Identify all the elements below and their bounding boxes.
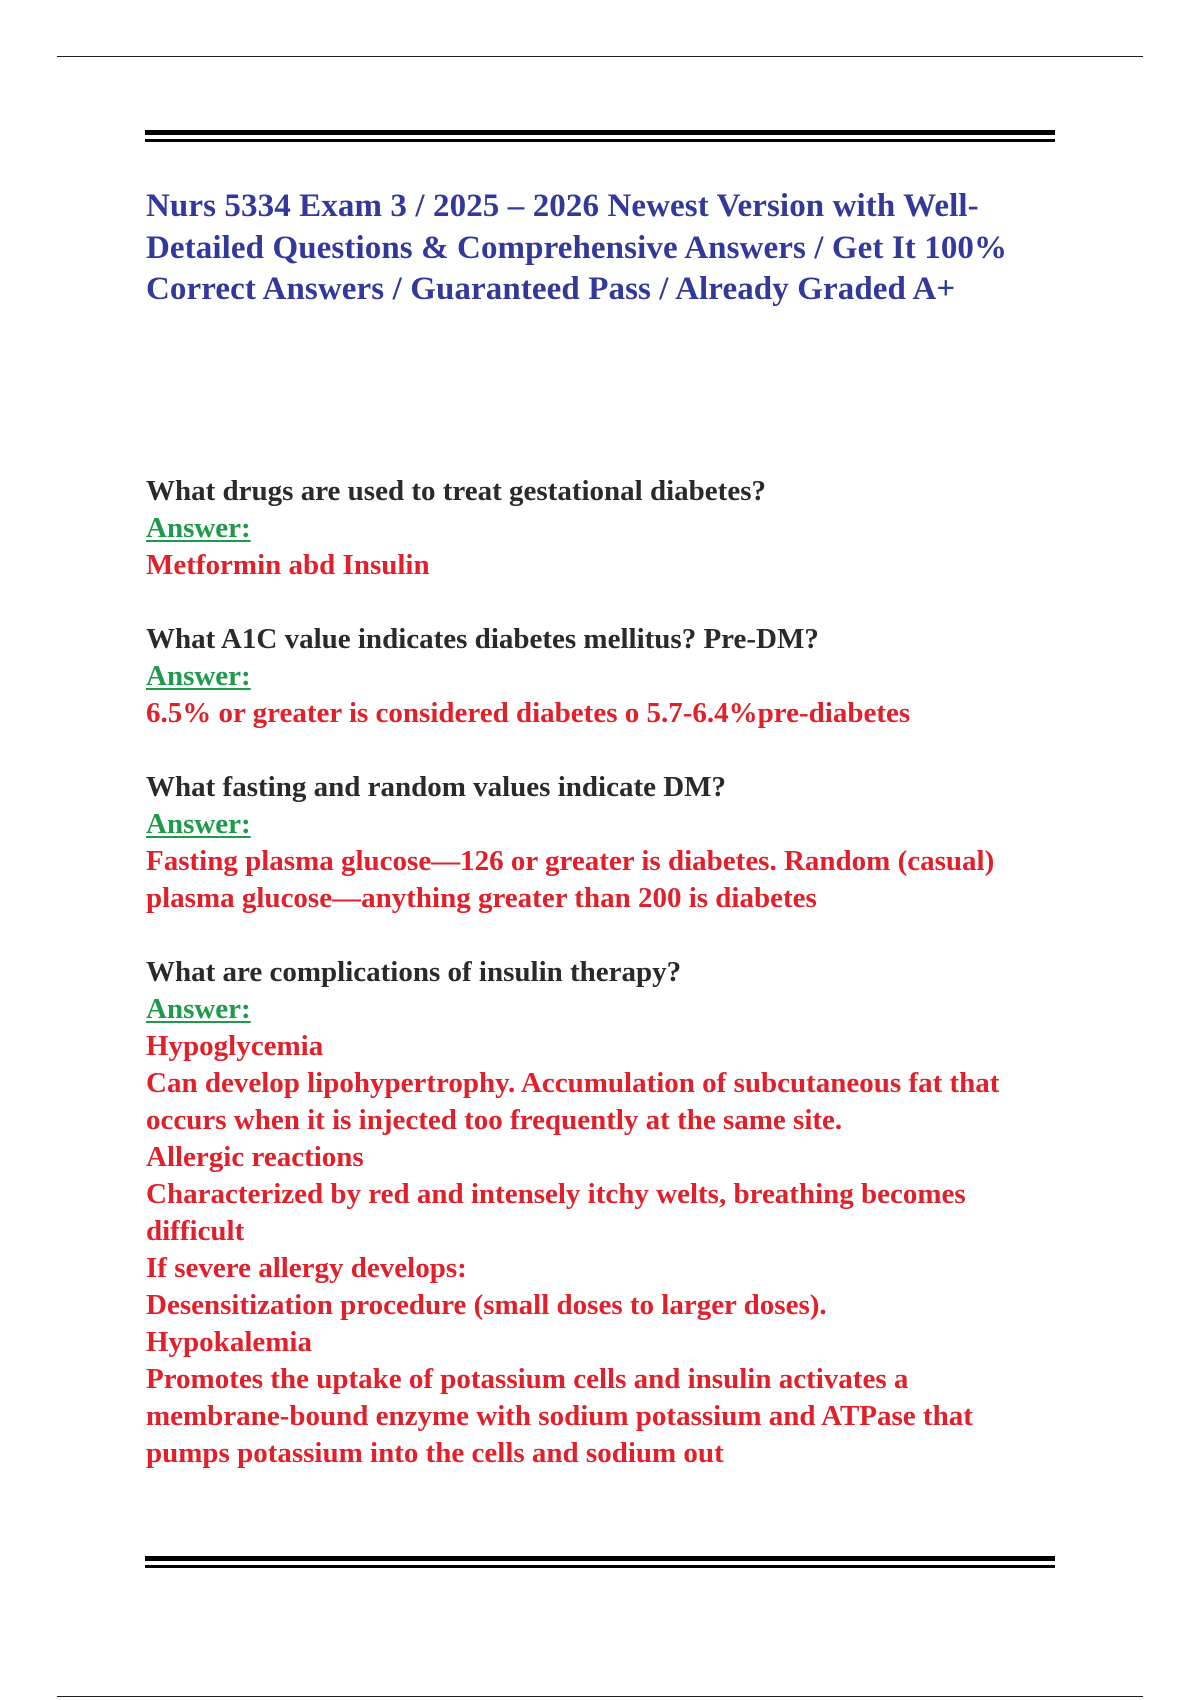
header-double-rule [145, 130, 1055, 146]
qa-item-insulin-complications [146, 954, 1046, 1472]
page-top-rule [57, 56, 1143, 57]
answer-line: 6.5% or greater is considered diabetes o 5.7-6.4%pre-diabetes [146, 696, 911, 729]
answer-line: If severe allergy develops: [146, 1251, 467, 1284]
answer [146, 843, 1046, 917]
document-title: Nurs 5334 Exam 3 / 2025 – 2026 Newest Version with Well-Detailed Questions & Comprehensive Answers / Get It 100% Correct Answers / Guaranteed Pass / Already Graded A+ [146, 188, 1008, 307]
answer [146, 695, 1046, 732]
answer [146, 1028, 1046, 1472]
question: What drugs are used to treat gestational diabetes? [146, 474, 766, 507]
answer [146, 547, 1046, 584]
answer-label: Answer: [146, 511, 251, 544]
page-bottom-rule [57, 1696, 1143, 1697]
qa-item-fasting-random [146, 769, 1046, 917]
answer-line: Hypoglycemia [146, 1029, 324, 1062]
question: What fasting and random values indicate DM? [146, 770, 727, 803]
header-thick-line [145, 130, 1055, 135]
qa-list [146, 473, 1046, 1472]
answer-label: Answer: [146, 659, 251, 692]
document-body [146, 186, 1046, 1509]
answer-line: Desensitization procedure (small doses to larger doses). [146, 1288, 827, 1321]
question: What A1C value indicates diabetes mellitus? Pre-DM? [146, 622, 819, 655]
qa-item-a1c-values [146, 621, 1046, 732]
question: What are complications of insulin therapy? [146, 955, 682, 988]
answer-line: Metformin abd Insulin [146, 548, 430, 581]
qa-item-gestational-drugs [146, 473, 1046, 584]
answer-line: Promotes the uptake of potassium cells and insulin activates a membrane-bound enzyme with sodium potassium and ATPase that pumps potassium into the cells and sodium out [146, 1362, 973, 1469]
footer-thin-line [145, 1565, 1055, 1568]
footer-double-rule [145, 1556, 1055, 1572]
answer-label: Answer: [146, 992, 251, 1025]
answer-line: Fasting plasma glucose—126 or greater is diabetes. Random (casual) plasma glucose—anything greater than 200 is diabetes [146, 844, 995, 914]
footer-thick-line [145, 1556, 1055, 1561]
answer-line: Can develop lipohypertrophy. Accumulation of subcutaneous fat that occurs when it is injected too frequently at the same site. [146, 1066, 1000, 1136]
answer-line: Hypokalemia [146, 1325, 312, 1358]
header-thin-line [145, 139, 1055, 142]
answer-line: Allergic reactions [146, 1140, 364, 1173]
answer-label: Answer: [146, 807, 251, 840]
answer-line: Characterized by red and intensely itchy welts, breathing becomes difficult [146, 1177, 966, 1247]
